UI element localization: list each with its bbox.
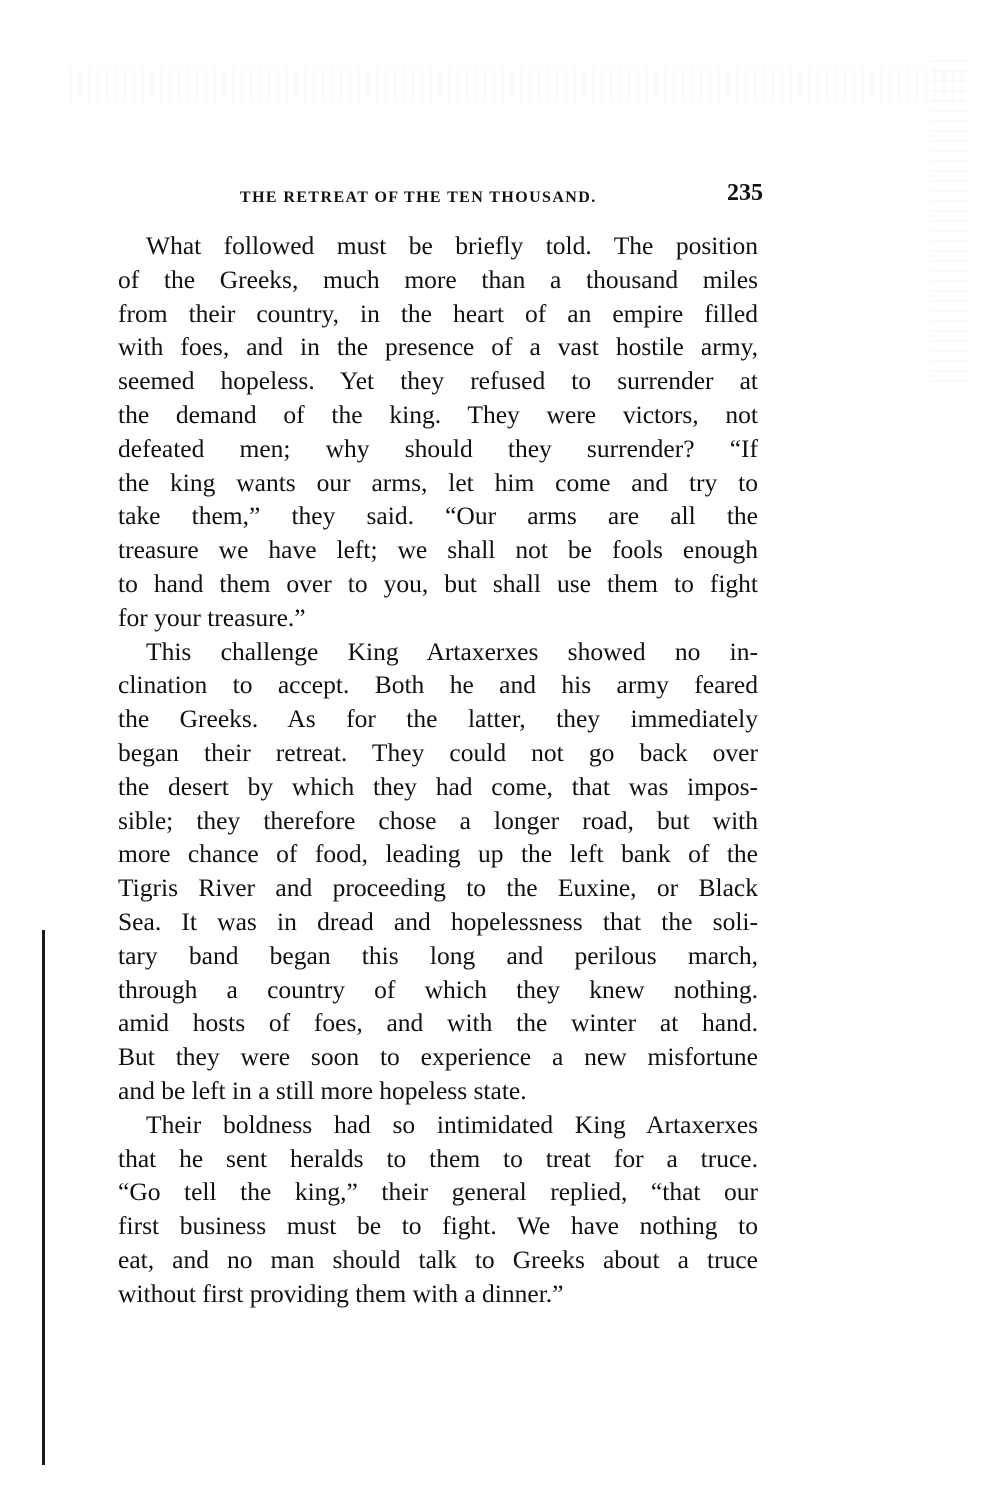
text-line: take them,” they said. “Our arms are all the <box>118 501 758 531</box>
text-line: This challenge King Artaxerxes showed no in- <box>146 636 758 666</box>
text-line: tary band began this long and perilous march, <box>118 940 758 970</box>
text-line: sible; they therefore chose a longer road, but with <box>118 805 758 835</box>
text-line: Tigris River and proceeding to the Euxine, or Black <box>118 873 758 903</box>
text-line: amid hosts of foes, and with the winter at hand. <box>118 1008 758 1038</box>
text-line: defeated men; why should they surrender? “If <box>118 433 758 463</box>
text-line: the Greeks. As for the latter, they immediately <box>118 704 758 734</box>
text-line: the king wants our arms, let him come and try to <box>118 467 758 497</box>
text-line: with foes, and in the presence of a vast hostile army, <box>118 332 758 362</box>
paragraph-3 <box>118 1108 758 1311</box>
text-line: and be left in a still more hopeless state. <box>118 1075 527 1105</box>
body-text <box>118 229 758 1311</box>
text-line: for your treasure.” <box>118 602 306 632</box>
text-line: “Go tell the king,” their general replied, “that our <box>118 1177 758 1207</box>
text-line: the demand of the king. They were victors, not <box>118 399 758 429</box>
text-line: Their boldness had so intimidated King Artaxerxes <box>146 1109 758 1139</box>
text-line: treasure we have left; we shall not be fools enough <box>118 535 758 565</box>
text-line: But they were soon to experience a new misfortune <box>118 1042 758 1072</box>
text-line: the desert by which they had come, that was impos- <box>118 771 758 801</box>
text-line: What followed must be briefly told. The position <box>146 231 758 260</box>
text-line: without first providing them with a dinner.” <box>118 1278 564 1308</box>
text-line: began their retreat. They could not go back over <box>118 737 758 767</box>
scan-speckle-top <box>70 68 970 102</box>
paragraph-2 <box>118 635 758 1108</box>
text-line: from their country, in the heart of an empire filled <box>118 298 758 328</box>
running-head <box>118 177 763 207</box>
margin-rule <box>42 930 45 1465</box>
running-title: THE RETREAT OF THE TEN THOUSAND. <box>240 189 597 206</box>
page-number: 235 <box>727 180 763 206</box>
paragraph-1 <box>118 229 758 635</box>
text-line: seemed hopeless. Yet they refused to surrender at <box>118 366 758 396</box>
text-line: first business must be to fight. We have nothing to <box>118 1211 758 1241</box>
text-line: of the Greeks, much more than a thousand miles <box>118 264 758 294</box>
text-line: that he sent heralds to them to treat for a truce. <box>118 1143 758 1173</box>
text-line: to hand them over to you, but shall use them to fight <box>118 568 758 598</box>
text-line: through a country of which they knew nothing. <box>118 974 758 1004</box>
scan-speckle-right <box>930 60 970 390</box>
text-line: more chance of food, leading up the left bank of the <box>118 839 758 869</box>
text-line: clination to accept. Both he and his army feared <box>118 670 758 700</box>
text-line: eat, and no man should talk to Greeks about a truce <box>118 1244 758 1274</box>
text-line: Sea. It was in dread and hopelessness that the soli- <box>118 906 758 936</box>
